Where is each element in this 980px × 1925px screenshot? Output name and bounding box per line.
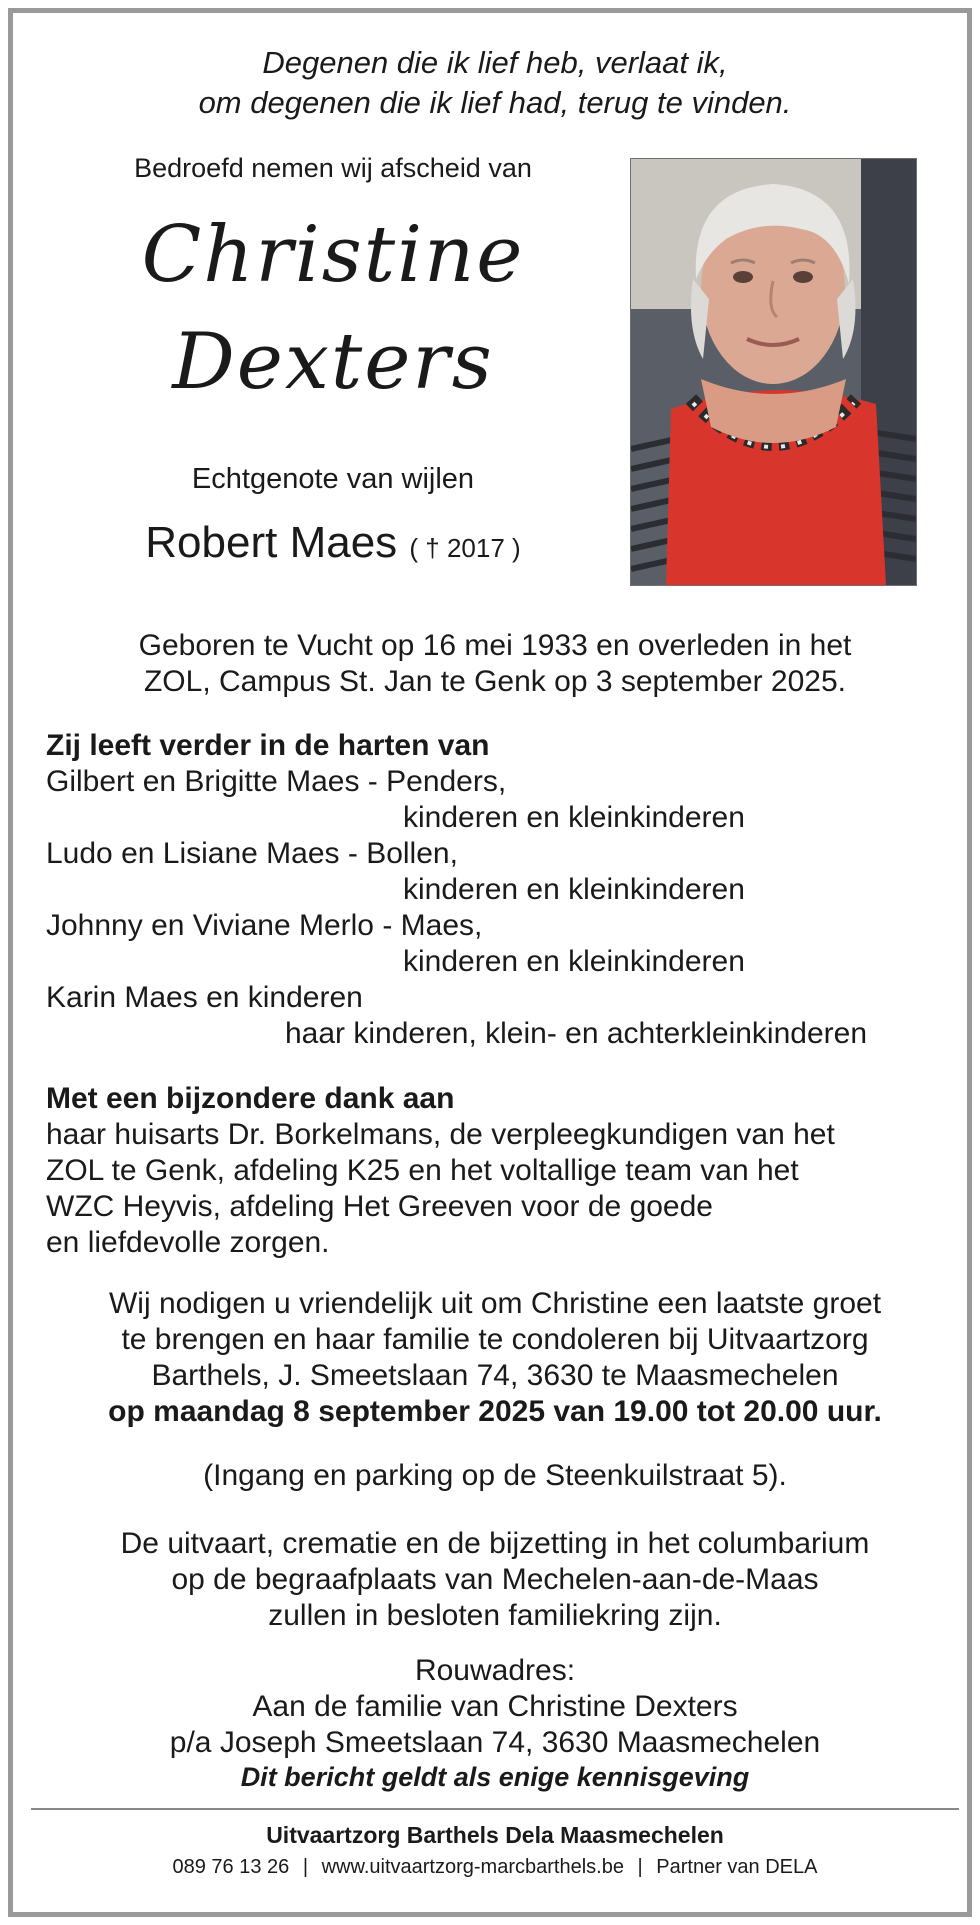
family-descendants-1: kinderen en kleinkinderen	[403, 801, 745, 834]
opening-quote	[13, 43, 977, 123]
thanks-line-2: ZOL te Genk, afdeling K25 en het voltallige team van het	[46, 1154, 799, 1187]
spouse-name-line	[73, 515, 593, 576]
mourning-address	[43, 1653, 947, 1793]
footer-separator-2: |	[637, 1856, 643, 1878]
family-descendants-4: haar kinderen, klein- en achterkleinkinderen	[285, 1017, 868, 1050]
thanks-heading: Met een bijzondere dank aan	[46, 1082, 455, 1115]
birth-line: Geboren te Vucht op 16 mei 1933 en overleden in het	[138, 629, 852, 662]
footer-divider	[31, 1808, 959, 1810]
portrait-photo	[630, 158, 917, 586]
address-line-1: Aan de familie van Christine Dexters	[252, 1690, 738, 1723]
thanks-line-4: en liefdevolle zorgen.	[46, 1226, 330, 1259]
footer-company: Uitvaartzorg Barthels Dela Maasmechelen	[266, 1822, 724, 1848]
survivors-heading: Zij leeft verder in de harten van	[46, 729, 490, 762]
quote-line-2: om degenen die ik lief had, terug te vinden.	[198, 85, 792, 120]
footer-separator-1: |	[302, 1856, 309, 1878]
family-name-2: Ludo en Lisiane Maes - Bollen,	[46, 837, 458, 870]
invitation-datetime: op maandag 8 september 2025 van 19.00 tot 20.00 uur.	[108, 1395, 882, 1428]
parking-note: (Ingang en parking op de Steenkuilstraat 5).	[203, 1459, 787, 1492]
intro-text: Bedroefd nemen wij afscheid van	[134, 153, 532, 183]
family-descendants-3: kinderen en kleinkinderen	[403, 945, 745, 978]
family-name-1: Gilbert en Brigitte Maes - Penders,	[46, 765, 507, 798]
footer-contacts	[13, 1853, 977, 1881]
portrait-image	[631, 159, 916, 585]
spouse-name: Robert Maes	[145, 518, 398, 567]
deceased-last-name: Dexters	[172, 317, 494, 407]
invitation-line-2: te brengen en haar familie te condoleren bij Uitvaartzorg	[121, 1323, 869, 1356]
spouse-label: Echtgenote van wijlen	[191, 463, 475, 495]
family-descendants-2: kinderen en kleinkinderen	[403, 873, 745, 906]
address-label: Rouwadres:	[414, 1654, 576, 1687]
quote-line-1: Degenen die ik lief heb, verlaat ik,	[262, 45, 728, 80]
spouse-death-note: ( † 2017 )	[409, 533, 521, 563]
ceremony-line-3: zullen in besloten familiekring zijn.	[268, 1599, 722, 1632]
footer-phone: 089 76 13 26	[172, 1856, 290, 1878]
thanks-line-3: WZC Heyvis, afdeling Het Greeven voor de goede	[46, 1190, 713, 1223]
invitation-text	[43, 1286, 947, 1430]
obituary-frame	[8, 8, 972, 1917]
ceremony-text	[43, 1526, 947, 1634]
footer-partner: Partner van DELA	[656, 1856, 818, 1878]
notice-text: Dit bericht geldt als enige kennisgeving	[240, 1762, 750, 1792]
death-line: ZOL, Campus St. Jan te Genk op 3 september 2025.	[143, 665, 847, 698]
thanks-line-1: haar huisarts Dr. Borkelmans, de verpleegkundigen van het	[46, 1118, 835, 1151]
footer-website-link[interactable]: www.uitvaartzorg-marcbarthels.be	[321, 1856, 624, 1878]
birth-death-text	[43, 628, 947, 700]
family-name-3: Johnny en Viviane Merlo - Maes,	[46, 909, 483, 942]
invitation-line-1: Wij nodigen u vriendelijk uit om Christine een laatste groet	[108, 1287, 882, 1320]
address-line-2: p/a Joseph Smeetslaan 74, 3630 Maasmechelen	[169, 1726, 821, 1759]
family-name-4: Karin Maes en kinderen	[46, 981, 363, 1014]
ceremony-line-2: op de begraafplaats van Mechelen-aan-de-Maas	[171, 1563, 819, 1596]
deceased-first-name: Christine	[141, 210, 525, 300]
invitation-line-3: Barthels, J. Smeetslaan 74, 3630 te Maasmechelen	[151, 1359, 839, 1392]
ceremony-line-1: De uitvaart, crematie en de bijzetting in het columbarium	[120, 1527, 870, 1560]
